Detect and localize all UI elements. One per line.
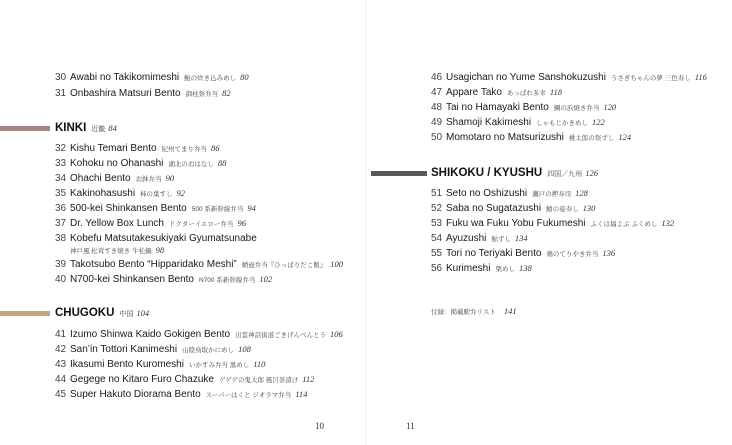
entry-japanese: 山陰鳥取かにめし (182, 347, 235, 354)
entry-page: 96 (237, 218, 246, 228)
entry-number: 42 (55, 344, 67, 355)
entry-page: 98 (155, 245, 165, 255)
entry-title: Kakinohasushi (70, 188, 136, 199)
entry-japanese: 鯖の姿寿し (546, 206, 579, 213)
entry-title: Izumo Shinwa Kaido Gokigen Bento (70, 329, 231, 340)
entry-number: 48 (431, 102, 443, 113)
toc-entry-41[interactable] (55, 328, 343, 341)
entry-number: 38 (55, 233, 67, 244)
entry-page: 114 (295, 389, 308, 399)
toc-entry-30[interactable] (55, 71, 249, 84)
entry-number: 30 (55, 72, 67, 83)
toc-entry-51[interactable] (431, 187, 588, 200)
entry-number: 41 (55, 329, 67, 340)
entry-japanese: うさぎちゃんの夢 三色寿し (610, 75, 691, 82)
entry-number: 35 (55, 188, 67, 199)
entry-page: 112 (302, 374, 315, 384)
chugoku-section-heading[interactable] (55, 307, 149, 319)
entry-number: 46 (431, 72, 443, 83)
toc-entry-50[interactable] (431, 131, 631, 144)
toc-entry-45[interactable] (55, 388, 307, 401)
toc-entry-56[interactable] (431, 262, 532, 275)
entry-page: 132 (661, 218, 675, 228)
entry-title: Momotaro no Matsurizushi (446, 132, 564, 143)
entry-japanese: スーパーはくと ジオラマ弁当 (205, 392, 292, 399)
entry-page: 88 (217, 158, 227, 168)
entry-japanese: しゃもじかきめし (536, 120, 589, 127)
entry-japanese: ゲゲゲの鬼太郎 風呂茶漬け (218, 377, 299, 384)
entry-japanese: 500 系新幹線弁当 (191, 206, 244, 213)
entry-page: 80 (240, 72, 249, 82)
entry-number: 32 (55, 143, 67, 154)
entry-page: 108 (238, 344, 251, 354)
entry-title: 500-kei Shinkansen Bento (70, 203, 187, 214)
entry-japanese: 栗めし (495, 266, 515, 273)
chugoku-section-bar (0, 311, 50, 316)
shikoku-kyushu-section-bar (371, 171, 427, 176)
entry-title: Tori no Teriyaki Bento (446, 248, 542, 259)
entry-page: 102 (259, 274, 273, 284)
toc-entry-55[interactable] (431, 247, 615, 260)
entry-japanese: 出雲神話街道ごきげんべんとう (235, 332, 326, 339)
entry-number: 56 (431, 263, 443, 274)
entry-number: 49 (431, 117, 443, 128)
entry-japanese: 柿の葉すし (140, 191, 173, 198)
entry-title: San’in Tottori Kanimeshi (70, 344, 178, 355)
appendix-label: 付録：掲載駅弁リスト (431, 309, 496, 316)
entry-title: Shamoji Kakimeshi (446, 117, 532, 128)
toc-entry-46[interactable] (431, 71, 707, 84)
entry-number: 43 (55, 359, 67, 370)
entry-title: Ikasumi Bento Kuromeshi (70, 359, 184, 370)
entry-number: 51 (431, 188, 443, 199)
entry-title: Super Hakuto Diorama Bento (70, 389, 201, 400)
entry-title: Saba no Sugatazushi (446, 203, 542, 214)
entry-page: 134 (514, 233, 528, 243)
entry-page: 110 (253, 359, 266, 369)
entry-page: 116 (694, 72, 707, 82)
toc-entry-43[interactable] (55, 358, 265, 371)
entry-page: 82 (222, 88, 231, 98)
entry-number: 54 (431, 233, 443, 244)
entry-japanese: 蛸壺弁当『ひっぱりだこ飯』 (241, 262, 327, 269)
entry-japanese: 鮑の炊き込みめし (184, 75, 237, 82)
entry-page: 118 (549, 87, 563, 97)
toc-entry-33[interactable] (55, 157, 226, 170)
entry-number: 31 (55, 88, 67, 99)
entry-japanese: 神戸風 松茸すき焼き 牛松鍋 (70, 248, 152, 255)
entry-title: Appare Tako (446, 87, 502, 98)
entry-page: 136 (602, 248, 616, 258)
right-page (366, 0, 732, 445)
toc-entry-40[interactable] (55, 273, 272, 286)
entry-page: 86 (211, 143, 220, 153)
entry-number: 45 (55, 389, 67, 400)
entry-japanese: あっぱれ多幸 (506, 90, 546, 97)
entry-number: 39 (55, 259, 67, 270)
entry-number: 36 (55, 203, 67, 214)
page-number-left: 10 (315, 421, 324, 431)
entry-japanese: 鮎ずし (491, 236, 511, 243)
entry-number: 40 (55, 274, 67, 285)
toc-entry-38[interactable] (55, 232, 257, 245)
entry-page: 90 (165, 173, 175, 183)
entry-page: 128 (575, 188, 588, 198)
entry-number: 33 (55, 158, 67, 169)
section-japanese: 近畿 (91, 126, 106, 133)
section-japanese: 中国 (119, 311, 134, 318)
entry-japanese: 湖北のおはなし (168, 161, 214, 168)
entry-number: 47 (431, 87, 443, 98)
toc-entry-39[interactable] (55, 258, 343, 271)
section-japanese: 四国／九州 (547, 171, 583, 178)
toc-entry-38-subtitle (70, 245, 164, 255)
entry-page: 100 (330, 259, 344, 269)
entry-title: Kohoku no Ohanashi (70, 158, 164, 169)
entry-page: 92 (176, 188, 186, 198)
toc-entry-52[interactable] (431, 202, 595, 215)
section-title: SHIKOKU / KYUSHU (431, 167, 543, 179)
entry-page: 124 (618, 132, 632, 142)
toc-entry-37[interactable] (55, 217, 246, 230)
entry-japanese: 紀州てまり弁当 (161, 146, 208, 153)
toc-entry-54[interactable] (431, 232, 528, 245)
entry-page: 106 (329, 329, 343, 339)
entry-title: Usagichan no Yume Sanshokuzushi (446, 72, 606, 83)
entry-number: 52 (431, 203, 443, 214)
entry-page: 94 (247, 203, 256, 213)
entry-japanese: 鯛の浜焼き弁当 (553, 105, 600, 112)
section-page: 84 (108, 123, 117, 133)
entry-title: Gegege no Kitaro Furo Chazuke (70, 374, 214, 385)
entry-number: 44 (55, 374, 67, 385)
entry-japanese: 桃太郎の祭ずし (568, 135, 615, 142)
entry-page: 130 (582, 203, 596, 213)
entry-number: 50 (431, 132, 443, 143)
entry-number: 34 (55, 173, 67, 184)
entry-title: Seto no Oshizushi (446, 188, 528, 199)
entry-title: Awabi no Takikomimeshi (70, 72, 180, 83)
entry-japanese: ふくは福よぶ ふくめし (590, 221, 658, 228)
entry-japanese: お鉢弁当 (135, 176, 162, 183)
entry-page: 141 (503, 306, 517, 316)
section-page: 104 (136, 308, 150, 318)
entry-page: 120 (603, 102, 617, 112)
section-title: CHUGOKU (55, 307, 115, 319)
entry-title: Ayuzushi (446, 233, 487, 244)
entry-title: Ohachi Bento (70, 173, 131, 184)
kinki-section-heading[interactable] (55, 122, 117, 134)
entry-number: 37 (55, 218, 67, 229)
entry-japanese: 御柱祭弁当 (185, 91, 219, 98)
entry-japanese: いかすみ弁当 黒めし (188, 362, 250, 369)
appendix-entry[interactable] (431, 305, 517, 318)
entry-title: Takotsubo Bento “Hipparidako Meshi” (70, 259, 237, 270)
toc-entry-36[interactable] (55, 202, 256, 215)
entry-title: Onbashira Matsuri Bento (70, 88, 181, 99)
entry-title: Kurimeshi (446, 263, 491, 274)
entry-number: 55 (431, 248, 443, 259)
entry-japanese: N700 系新幹線弁当 (198, 277, 256, 284)
toc-entry-44[interactable] (55, 373, 314, 386)
toc-entry-53[interactable] (431, 217, 674, 230)
entry-title: N700-kei Shinkansen Bento (70, 274, 194, 285)
entry-japanese: 瀬戸の押寿司 (532, 191, 572, 198)
entry-number: 53 (431, 218, 443, 229)
shikoku-kyushu-section-heading[interactable] (431, 167, 598, 179)
toc-entry-49[interactable] (431, 116, 605, 129)
entry-japanese: ドクターイエロー弁当 (168, 221, 234, 228)
kinki-section-bar (0, 126, 50, 131)
toc-entry-31[interactable] (55, 87, 231, 100)
entry-japanese: 鶏のてりやき弁当 (546, 251, 599, 258)
entry-title: Tai no Hamayaki Bento (446, 102, 549, 113)
toc-entry-34[interactable] (55, 172, 174, 185)
toc-entry-48[interactable] (431, 101, 616, 114)
toc-entry-32[interactable] (55, 142, 220, 155)
entry-page: 122 (592, 117, 605, 127)
toc-entry-47[interactable] (431, 86, 562, 99)
page-number-right: 11 (406, 421, 415, 431)
section-title: KINKI (55, 122, 87, 134)
entry-title: Kishu Temari Bento (70, 143, 157, 154)
section-page: 126 (585, 168, 598, 178)
toc-entry-42[interactable] (55, 343, 251, 356)
entry-title: Kobefu Matsutakesukiyaki Gyumatsunabe (70, 233, 257, 244)
entry-page: 138 (518, 263, 532, 273)
entry-title: Dr. Yellow Box Lunch (70, 218, 164, 229)
toc-entry-35[interactable] (55, 187, 185, 200)
entry-title: Fuku wa Fuku Yobu Fukumeshi (446, 218, 586, 229)
